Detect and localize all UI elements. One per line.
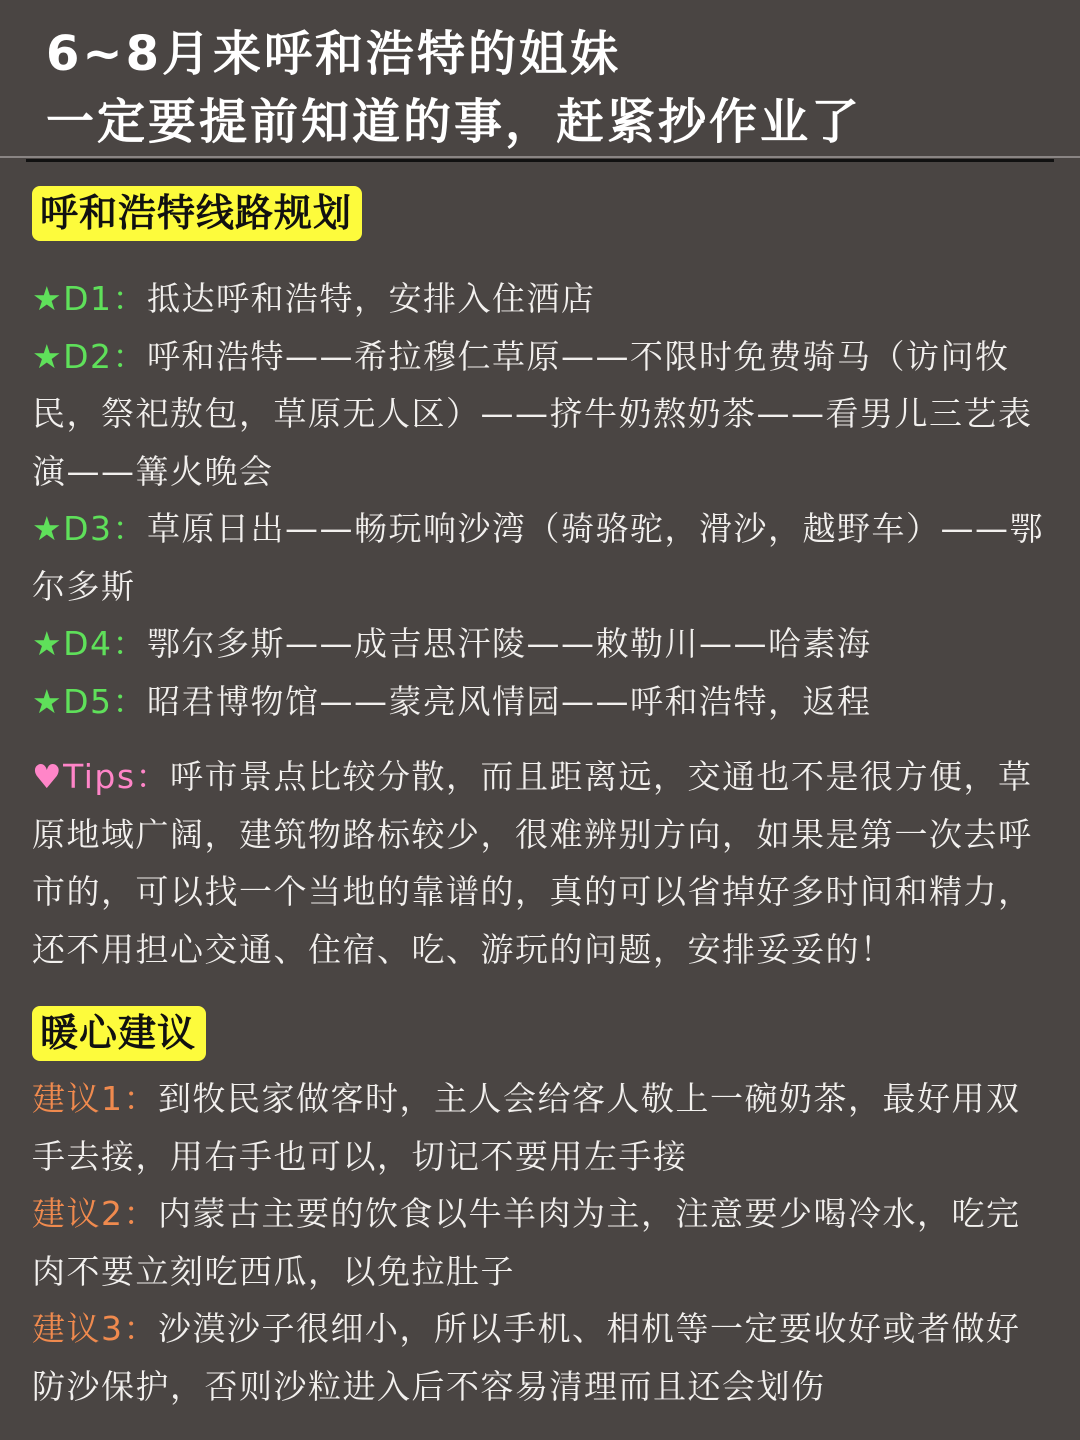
tips-text: 呼市景点比较分散，而且距离远，交通也不是很方便，草原地域广阔，建筑物路标较少，很难辨别方向，如果是第一次去呼市的，可以找一个当地的靠谱的，真的可以省掉好多时间和精力，还不用担心交通、住宿、吃、游玩的问题，安排妥妥的！ bbox=[32, 757, 1033, 969]
tips-label: ♥Tips： bbox=[32, 757, 171, 796]
advice-text: 沙漠沙子很细小，所以手机、相机等一定要收好或者做好防沙保护，否则沙粒进入后不容易清理而且还会划伤 bbox=[32, 1309, 1021, 1406]
day-label: ★D4： bbox=[32, 624, 147, 663]
day-label: ★D3： bbox=[32, 509, 147, 548]
advice-text: 内蒙古主要的饮食以牛羊肉为主，注意要少喝冷水，吃完肉不要立刻吃西瓜，以免拉肚子 bbox=[32, 1194, 1021, 1291]
advice-label: 建议2： bbox=[32, 1194, 158, 1233]
route-section bbox=[32, 186, 1052, 241]
day-item-4 bbox=[32, 615, 1052, 673]
page-title bbox=[46, 20, 1056, 156]
route-days bbox=[32, 270, 1052, 730]
day-text: 昭君博物馆——蒙亮风情园——呼和浩特，返程 bbox=[147, 681, 872, 721]
advice-heading: 暖心建议 bbox=[32, 1006, 206, 1061]
day-item-3 bbox=[32, 500, 1052, 615]
advice-list bbox=[32, 1070, 1052, 1415]
advice-label: 建议3： bbox=[32, 1309, 158, 1348]
tips-paragraph bbox=[32, 748, 1052, 978]
title-divider-shadow bbox=[0, 156, 1080, 158]
advice-item-1 bbox=[32, 1070, 1052, 1185]
title-line-1: 6~8月来呼和浩特的姐妹 bbox=[46, 26, 622, 82]
advice-item-3 bbox=[32, 1300, 1052, 1415]
advice-text: 到牧民家做客时，主人会给客人敬上一碗奶茶，最好用双手去接，用右手也可以，切记不要用左手接 bbox=[32, 1079, 1021, 1176]
day-text: 草原日出——畅玩响沙湾（骑骆驼，滑沙，越野车）——鄂尔多斯 bbox=[32, 509, 1044, 606]
advice-section bbox=[32, 1006, 1052, 1061]
day-item-5 bbox=[32, 673, 1052, 731]
day-text: 抵达呼和浩特，安排入住酒店 bbox=[147, 279, 596, 318]
day-label: ★D5： bbox=[32, 681, 147, 721]
title-divider bbox=[26, 159, 1054, 162]
day-text: 鄂尔多斯——成吉思汗陵——敕勒川——哈素海 bbox=[147, 624, 872, 663]
day-item-2 bbox=[32, 328, 1052, 501]
advice-label: 建议1： bbox=[32, 1079, 158, 1118]
day-item-1 bbox=[32, 270, 1052, 328]
day-text: 呼和浩特——希拉穆仁草原——不限时免费骑马（访问牧民，祭祀敖包，草原无人区）——挤牛奶熬奶茶——看男儿三艺表演——篝火晚会 bbox=[32, 336, 1033, 491]
day-label: ★D2： bbox=[32, 336, 147, 376]
day-label: ★D1： bbox=[32, 279, 147, 318]
advice-item-2 bbox=[32, 1185, 1052, 1300]
title-line-2: 一定要提前知道的事，赶紧抄作业了 bbox=[46, 94, 863, 150]
route-heading: 呼和浩特线路规划 bbox=[32, 186, 362, 241]
